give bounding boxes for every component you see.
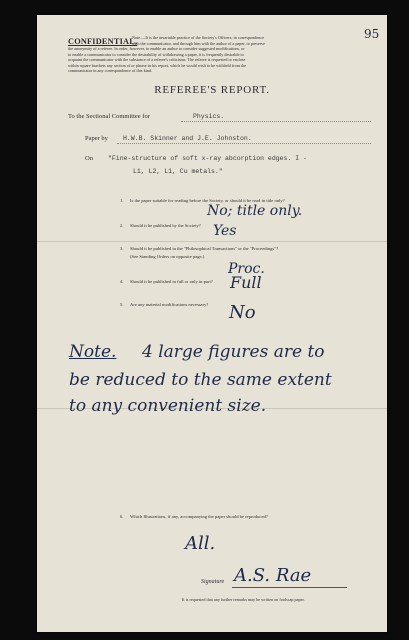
note-line: communicator in any correspondence of this kind. — [68, 68, 153, 73]
question-2-text: Should it be published by the Society? — [130, 223, 201, 228]
question-5-text: Are any material modifications necessary? — [130, 302, 209, 307]
paper-by-label: Paper by — [85, 135, 108, 142]
fold-line-upper — [37, 241, 387, 242]
committee-label: To the Sectional Committee for — [68, 113, 150, 120]
question-5-number: 5. — [120, 302, 124, 307]
note-line: with the communicator, and through him with the author of a paper, to preserve — [132, 40, 266, 46]
question-3-number: 3. — [120, 246, 124, 251]
question-1-answer: No; title only. — [207, 203, 303, 219]
question-1-text: Is the paper suitable for reading before the Society, or should it be read in title only? — [130, 198, 285, 203]
note-label: Note. — [69, 342, 117, 362]
question-4-text: Should it be published in full or only in part? — [130, 279, 213, 284]
note-line: acquaint the communicator with the substance of a referee's criticisms. The referee is requested to enclose — [68, 57, 246, 62]
signature-line — [232, 587, 347, 588]
question-2-number: 2. — [120, 223, 124, 228]
question-4-number: 4. — [120, 279, 124, 284]
note-line-3: to any convenient size. — [69, 396, 267, 416]
paper-by-value: H.W.B. Skinner and J.E. Johnston. — [123, 134, 252, 142]
question-5-answer: No — [229, 302, 256, 323]
report-title: REFEREE'S REPORT. — [154, 84, 270, 96]
committee-value: Physics. — [193, 112, 225, 120]
footer-note: It is requested that any further remarks may be written on foolscap paper. — [182, 597, 305, 602]
paper-by-line — [117, 143, 371, 144]
page-number: 95 — [364, 27, 380, 41]
signature-value: A.S. Rae — [234, 565, 312, 586]
note-line: within square brackets any section of or phrase in his report, which he would wish to be withheld from the — [68, 62, 247, 68]
question-3-answer: Proc. — [228, 261, 265, 277]
referee-report-sheet — [37, 15, 387, 632]
question-6-answer: All. — [185, 533, 216, 554]
question-6-text: Which Illustrations, if any, accompanying the paper should be reproduced? — [130, 514, 268, 519]
signature-label: Signature — [201, 579, 225, 585]
paper-title-line-1: "Fine-structure of soft x-ray abcorption edges. I - — [108, 154, 307, 162]
question-3-subtext: (See Standing Orders on opposite page.) — [130, 254, 205, 259]
note-line-1: 4 large figures are to — [142, 342, 325, 362]
paper-title-line-2: L1, L2, L1, Cu metals." — [133, 167, 223, 175]
question-4-answer: Full — [230, 273, 262, 292]
question-1-number: 1. — [120, 198, 124, 203]
question-2-answer: Yes — [213, 223, 237, 239]
note-line: to enable a communicator to consider the desirability of withdrawing a paper, it is frequently desirable to — [68, 51, 244, 57]
question-6-number: 6. — [120, 514, 124, 519]
note-line-2: be reduced to the same extent — [69, 370, 332, 390]
note-line: the anonymity of a referee. In order, however, to enable an author to consider suggested modifications, or — [68, 46, 245, 51]
question-3-text: Should it be published in the "Philosophical Transactions" or the "Proceedings"? — [130, 246, 279, 251]
committee-line — [181, 121, 371, 122]
note-line: Note.—It is the invariable practice of the Society's Officers, in correspondence — [132, 35, 265, 40]
on-label: On — [85, 155, 93, 162]
confidential-label: CONFIDENTIAL. — [68, 37, 138, 46]
